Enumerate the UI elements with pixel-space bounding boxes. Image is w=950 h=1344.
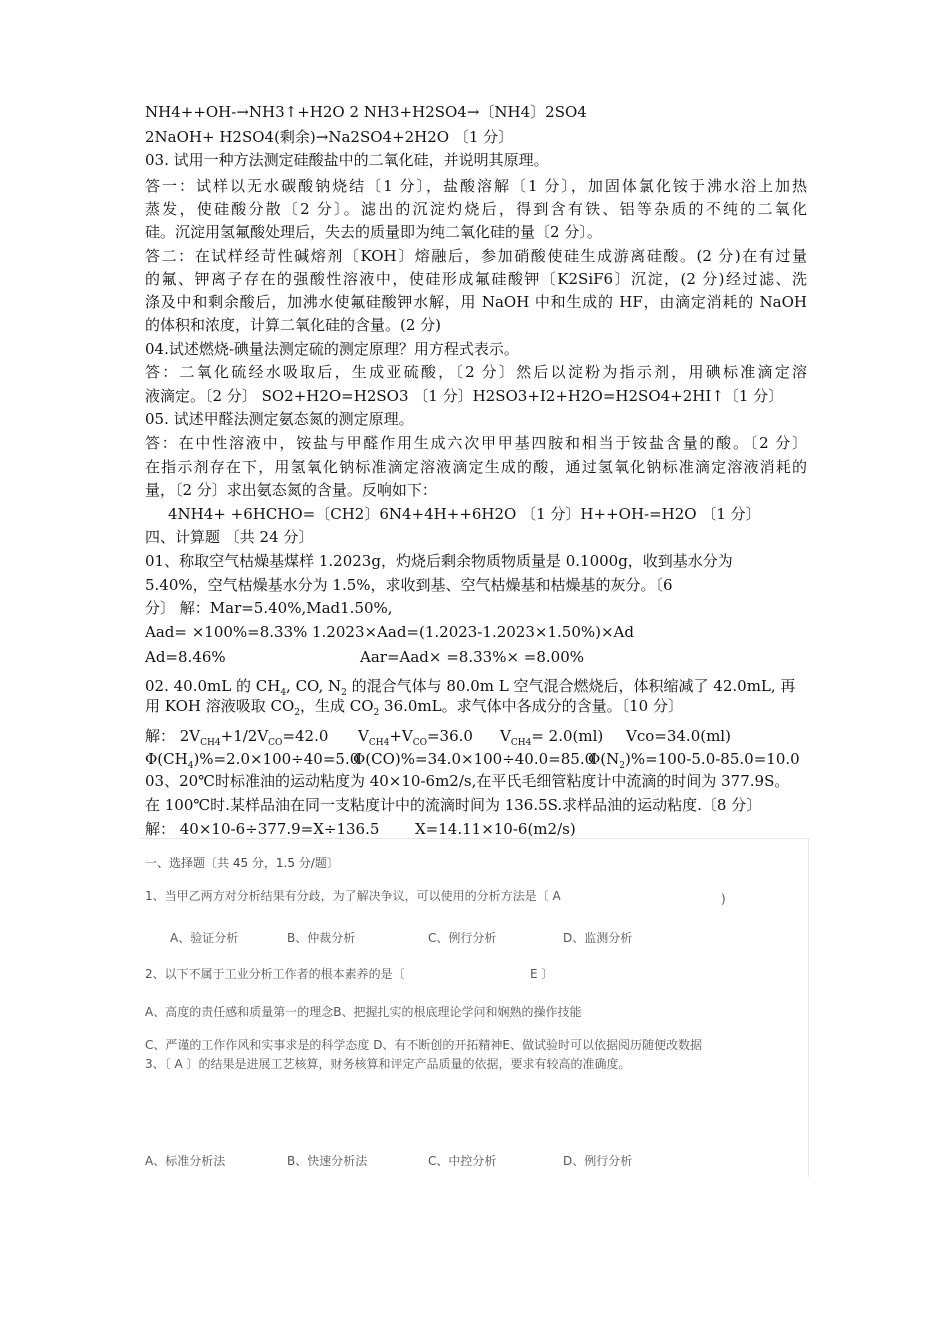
quiz-option: C、严谨的工作作风和实事求是的科学态度 D、有不断创的开拓精神E、做试验时可以依据阅历随便改数据 bbox=[145, 1038, 703, 1052]
problem-line: 01、称取空气枯燥基煤样 1.2023g，灼烧后剩余物质物质量是 0.1000g，收到基水分为 bbox=[145, 552, 733, 570]
question-heading: 05. 试述甲醛法测定氨态氮的测定原理。 bbox=[145, 410, 414, 428]
solution-line: Φ(CO)%=34.0×100÷40.0=85.0 bbox=[353, 750, 595, 768]
answer-line: 答二：在试样经苛性碱熔剂〔KOH〕熔融后，参加硝酸使硅生成游离硅酸。(2 分)在有过量 bbox=[145, 247, 807, 265]
quiz-option: C、中控分析 bbox=[428, 1154, 497, 1168]
answer-line: 的氟、钾离子存在的强酸性溶液中，使硅形成氟硅酸钾〔K2SiF6〕沉淀，(2 分)经过滤、洗 bbox=[145, 270, 807, 288]
answer-line: 答：二氧化硫经水吸取后，生成亚硫酸，〔2 分〕然后以淀粉为指示剂，用碘标准滴定溶 bbox=[145, 363, 807, 381]
answer-line: 蒸发，使硅酸分散〔2 分〕。滤出的沉淀灼烧后，得到含有铁、铝等杂质的不纯的二氧化 bbox=[145, 200, 807, 218]
quiz-question: 1、当甲乙两方对分析结果有分歧，为了解决争议，可以使用的分析方法是〔 A bbox=[145, 889, 561, 903]
solution-line: $V_{CH4}+V_{CO}=36.0$ bbox=[358, 727, 473, 748]
answer-line: 答：在中性溶液中，铵盐与甲醛作用生成六次甲甲基四胺和相当于铵盐含量的酸。〔2 分〕 bbox=[145, 434, 807, 452]
quiz-option: C、例行分析 bbox=[428, 931, 497, 945]
quiz-option: D、例行分析 bbox=[563, 1154, 633, 1168]
equation-line: 2NaOH+ H2SO4(剩余)→Na2SO4+2H2O 〔1 分〕 bbox=[145, 128, 514, 146]
solution-line: Aar=Aad× =8.33%× =8.00% bbox=[360, 648, 585, 666]
solution-line: Ad=8.46% bbox=[145, 648, 226, 666]
answer-line: 的体积和浓度，计算二氧化硅的含量。(2 分) bbox=[145, 316, 442, 334]
quiz-answer: E 〕 bbox=[530, 967, 554, 981]
section-heading: 四、计算题 〔共 24 分〕 bbox=[145, 528, 314, 546]
answer-line: 答一：试样以无水碳酸钠烧结〔1 分〕，盐酸溶解〔1 分〕，加固体氯化铵于沸水浴上加热 bbox=[145, 177, 807, 195]
problem-line: 02. 40.0mL 的 $CH_4$, CO, $N_2$ 的混合气体与 80.0m L 空气混合燃烧后，体积缩减了 42.0mL, 再 bbox=[145, 677, 796, 698]
solution-line: Aad= ×100%=8.33% bbox=[145, 623, 308, 641]
quiz-question: 3、〔 A 〕的结果是进展工艺核算，财务核算和评定产品质量的依据，要求有较高的准确度。 bbox=[145, 1057, 631, 1071]
solution-line: 1.2023×Aad=(1.2023-1.2023×1.50%)×Ad bbox=[312, 623, 634, 641]
solution-line: X=14.11×10-6(m2/s) bbox=[415, 820, 576, 838]
quiz-option: B、快速分析法 bbox=[287, 1154, 368, 1168]
answer-line: 硅。沉淀用氢氟酸处理后，失去的质量即为纯二氧化硅的量〔2 分〕。 bbox=[145, 223, 602, 241]
quiz-option: A、高度的责任感和质量第一的理念B、把握扎实的根底理论学问和娴熟的操作技能 bbox=[145, 1005, 582, 1019]
equation-line: NH4++OH-→NH3↑+H2O 2 NH3+H2SO4→〔NH4〕2SO4 bbox=[145, 103, 587, 121]
solution-line: 解： $2V_{CH4}+1/2V_{CO}=42.0$ bbox=[145, 727, 329, 748]
quiz-option: A、标准分析法 bbox=[145, 1154, 226, 1168]
quiz-option: A、验证分析 bbox=[170, 931, 239, 945]
answer-line: 在指示剂存在下，用氢氧化钠标准滴定溶液滴定生成的酸，通过氢氧化钠标准滴定溶液消耗的 bbox=[145, 458, 807, 476]
solution-line: $\Phi(CH_4)\%=2.0\times 100\div 40=5.0$ bbox=[145, 750, 360, 771]
quiz-bracket: ) bbox=[721, 892, 726, 906]
solution-line: 解： 40×10-6÷377.9=X÷136.5 bbox=[145, 820, 380, 838]
quiz-option: B、仲裁分析 bbox=[287, 931, 356, 945]
problem-line: 5.40%，空气枯燥基水分为 1.5%，求收到基、空气枯燥基和枯燥基的灰分。〔6 bbox=[145, 576, 673, 594]
equation-line: 4NH4+ +6HCHO=〔CH2〕6N4+4H++6H2O 〔1 分〕H++OH-=H2O 〔1 分〕 bbox=[168, 505, 761, 523]
quiz-section-title: 一、选择题〔共 45 分，1.5 分/题〕 bbox=[145, 856, 339, 870]
problem-line: 用 KOH 溶液吸取 $CO_2$，生成 $CO_2$ 36.0mL。求气体中各成分的含量。〔10 分〕 bbox=[145, 697, 683, 718]
question-heading: 03. 试用一种方法测定硅酸盐中的二氧化硅，并说明其原理。 bbox=[145, 151, 549, 169]
quiz-option: D、监测分析 bbox=[563, 931, 633, 945]
answer-line: 量，〔2 分〕求出氨态氮的含量。反响如下： bbox=[145, 481, 437, 499]
solution-line: $\Phi(N_2)\%=100-5.0-85.0=10.0$ bbox=[588, 750, 800, 771]
problem-line: 03、20℃时标准油的运动粘度为 40×10-6m2/s,在平氏毛细管粘度计中流滴的时间为 377.9S。 bbox=[145, 772, 790, 790]
solution-line: $V_{CH4}= 2.0(ml)$ bbox=[500, 727, 604, 748]
problem-line: 在 100℃时.某样品油在同一支粘度计中的流滴时间为 136.5S.求样品油的运动粘度.〔8 分〕 bbox=[145, 796, 762, 814]
question-heading: 04.试述燃烧-碘量法测定硫的测定原理？用方程式表示。 bbox=[145, 340, 519, 358]
problem-line: 分〕 解：Mar=5.40%,Mad1.50%, bbox=[145, 599, 393, 617]
solution-line: Vco=34.0(ml) bbox=[626, 727, 731, 745]
quiz-question: 2、以下不属于工业分析工作者的根本素养的是〔 bbox=[145, 967, 405, 981]
answer-line: 涤及中和剩余酸后，加沸水使氟硅酸钾水解，用 NaOH 中和生成的 HF，由滴定消耗的 NaOH bbox=[145, 293, 807, 311]
answer-line: 液滴定。〔2 分〕 SO2+H2O=H2SO3 〔1 分〕H2SO3+I2+H2O=H2SO4+2HI↑〔1 分〕 bbox=[145, 387, 784, 405]
